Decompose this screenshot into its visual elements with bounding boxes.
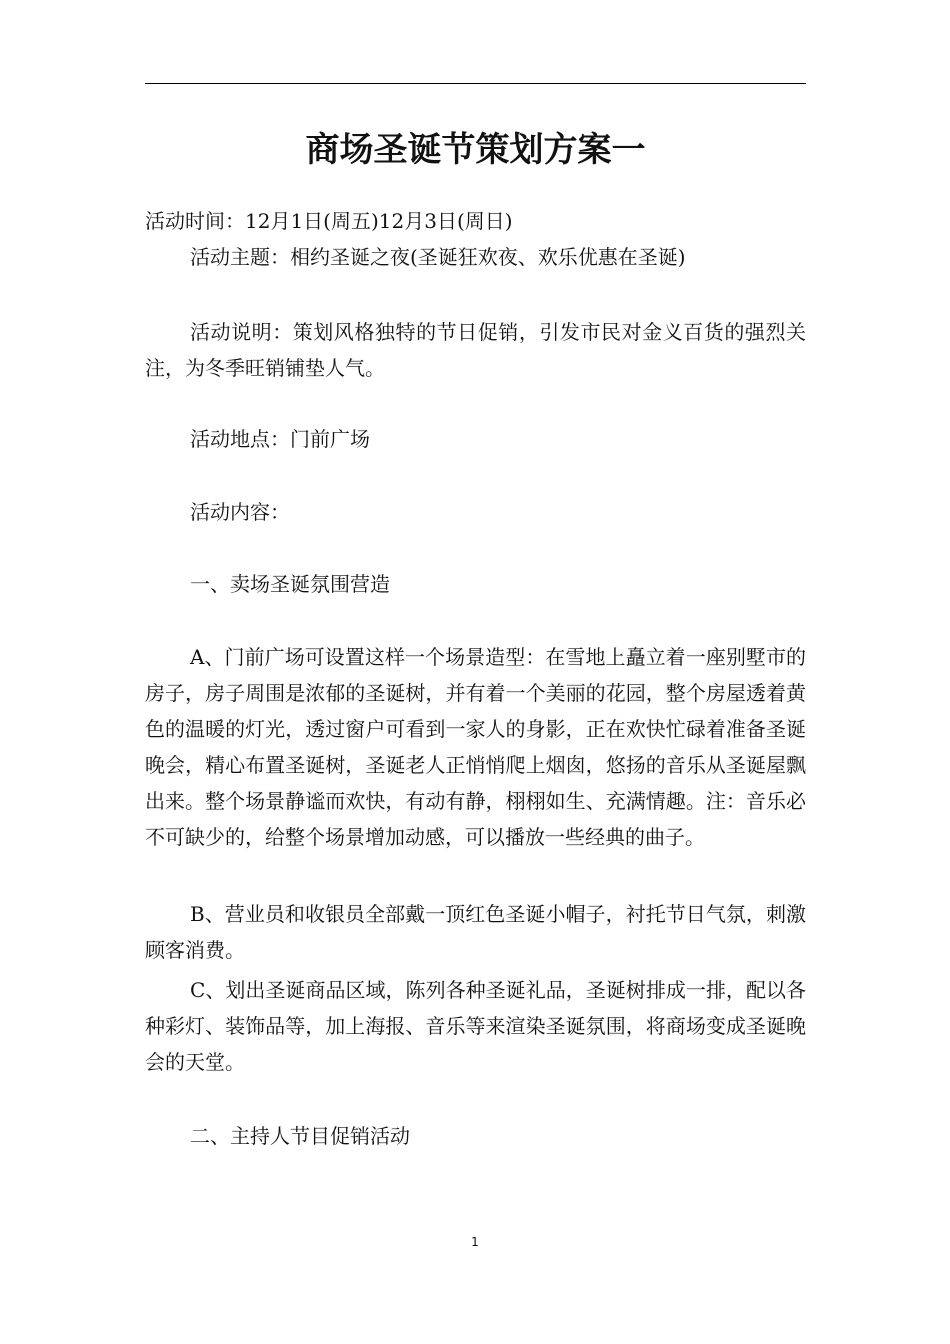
section-heading-1: 一、卖场圣诞氛围营造 (190, 572, 390, 596)
section-heading-2: 二、主持人节目促销活动 (190, 1124, 410, 1148)
paragraph-item-a: A、门前广场可设置这样一个场景造型：在雪地上矗立着一座别墅市的房子，房子周围是浓郁的圣诞树，并有着一个美丽的花园，整个房屋透着黄色的温暖的灯光，透过窗户可看到一家人的身影，正在欢快忙碌着准备圣诞晚会，精心布置圣诞树，圣诞老人正悄悄爬上烟囱，悠扬的音乐从圣诞屋飘出来。整个场景静谧而欢快，有动有静，栩栩如生、充满情趣。注：音乐必不可缺少的，给整个场景增加动感，可以播放一些经典的曲子。 (145, 645, 806, 849)
paragraph-activity-theme: 活动主题：相约圣诞之夜(圣诞狂欢夜、欢乐优惠在圣诞) (190, 245, 686, 269)
paragraph-activity-location: 活动地点：门前广场 (190, 427, 370, 451)
paragraph-activity-content: 活动内容： (190, 500, 290, 524)
paragraph-item-c: C、划出圣诞商品区域，陈列各种圣诞礼品，圣诞树排成一排，配以各种彩灯、装饰品等，加上海报、音乐等来渲染圣诞氛围，将商场变成圣诞晚会的天堂。 (145, 978, 806, 1074)
paragraph-activity-time: 活动时间：12月1日(周五)12月3日(周日) (145, 209, 513, 233)
header-rule (145, 83, 806, 84)
paragraph-activity-description: 活动说明：策划风格独特的节日促销，引发市民对金义百货的强烈关注，为冬季旺销铺垫人气。 (145, 320, 806, 380)
page-number: 1 (471, 1235, 479, 1249)
document-title: 商场圣诞节策划方案一 (305, 130, 646, 170)
paragraph-item-b: B、营业员和收银员全部戴一顶红色圣诞小帽子，衬托节日气氛，刺激顾客消费。 (145, 902, 806, 962)
